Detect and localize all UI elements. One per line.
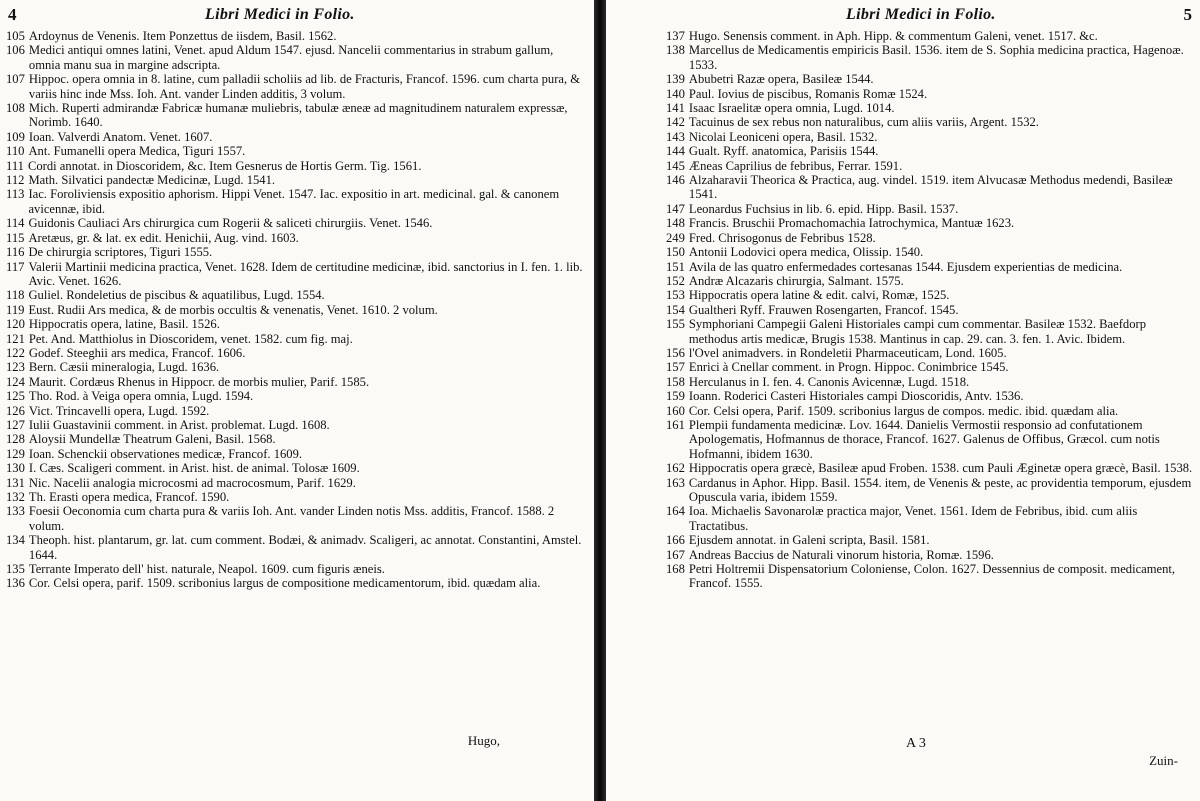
entry-text: Terrante Imperato dell' hist. naturale, Neapol. 1609. cum figuris æneis. (28, 562, 385, 577)
catalog-entry (6, 317, 584, 331)
entry-text: Medici antiqui omnes latini, Venet. apud Aldum 1547. ejusd. Nancelii commentarius in strabum gallum, omnia manu sua in margine adscripta. (28, 43, 554, 72)
catchword: Zuin- (1149, 753, 1178, 768)
entry-text: Hippocratis opera græcè, Basileæ apud Froben. 1538. cum Pauli Æginetæ opera græcè, Basil. 1538. (688, 461, 1193, 476)
entry-text: Tho. Rod. à Veiga opera omnia, Lugd. 1594. (28, 389, 254, 404)
entry-number: 105 (6, 29, 25, 43)
entry-text: Aretæus, gr. & lat. ex edit. Henichii, Aug. vind. 1603. (28, 230, 299, 245)
catalog-entry (6, 245, 584, 259)
catalog-entry (6, 490, 584, 504)
running-title: Libri Medici in Folio. (205, 6, 355, 23)
entry-text: Eust. Rudii Ars medica, & de morbis occultis & venenatis, Venet. 1610. 2 volum. (28, 302, 438, 317)
entry-text: Plempii fundamenta medicinæ. Lov. 1644. Danielis Vermostii responsio ad confutationem Apologematis, Hofmannus de thorace, Francof. 1627. Galenus de Offibus, Græcol. cum notis Hofmanni, ibidem 1630. (688, 417, 1160, 461)
entry-text: Francis. Bruschii Promachomachia Iatrochymica, Mantuæ 1623. (688, 216, 1015, 231)
entry-number: 112 (6, 173, 25, 188)
entry-number: 162 (666, 461, 685, 476)
catalog-entry (666, 245, 1196, 259)
entry-number: 161 (666, 417, 685, 432)
catalog-entry (666, 461, 1196, 475)
catalog-entry (6, 461, 584, 475)
catalog-entry (666, 504, 1196, 533)
entry-number: 158 (666, 374, 685, 389)
entry-text: Hippoc. opera omnia in 8. latine, cum palladii scholiis ad lib. de Fracturis, Francof. 1596. cum charta pura, & variis hinc inde Mss. Ioh. Ant. vander Linden additis, 3 volum. (28, 72, 581, 101)
entry-text: Ioan. Schenckii observationes medicæ, Francof. 1609. (28, 446, 303, 461)
catalog-entry (6, 375, 584, 389)
entry-number: 144 (666, 144, 685, 159)
entry-number: 129 (6, 446, 25, 461)
entry-number: 118 (6, 288, 25, 303)
entry-number: 123 (6, 360, 25, 375)
catalog-entry (6, 360, 584, 374)
right-page-header (606, 5, 1200, 27)
entry-number: 156 (666, 345, 685, 360)
entry-number: 146 (666, 173, 685, 188)
catalog-entry (6, 216, 584, 230)
catalog-entry (6, 173, 584, 187)
entry-number: 121 (6, 331, 25, 346)
entry-number: 127 (6, 417, 25, 432)
catalog-entry (666, 346, 1196, 360)
entry-text: Abubetri Razæ opera, Basileæ 1544. (688, 72, 874, 87)
entry-number: 138 (666, 43, 685, 58)
entry-text: De chirurgia scriptores, Tiguri 1555. (28, 245, 213, 260)
entry-text: Petri Holtremii Dispensatorium Coloniense, Colon. 1627. Dessennius de composit. medicament, Francof. 1555. (688, 562, 1176, 591)
entry-text: Symphoriani Campegii Galeni Historiales campi cum commentar. Basileæ 1532. Baefdorp methodus artis medicæ, Brugis 1538. Mantinus in cap. 29. can. 3. fen. 1. Avic. Ibidem. (688, 317, 1147, 346)
catalog-entry (6, 432, 584, 446)
entry-list (666, 29, 1196, 591)
entry-text: Herculanus in I. fen. 4. Canonis Avicennæ, Lugd. 1518. (688, 374, 970, 389)
catalog-entry (666, 216, 1196, 230)
entry-text: Godef. Steeghii ars medica, Francof. 1606. (28, 345, 246, 360)
entry-number: 128 (6, 432, 25, 447)
catalog-entry (666, 360, 1196, 374)
entry-text: Iulii Guastavinii comment. in Arist. problemat. Lugd. 1608. (28, 417, 330, 432)
entry-number: 108 (6, 101, 25, 116)
entry-text: Marcellus de Medicamentis empiricis Basil. 1536. item de S. Sophia medicina practica, Hagenoæ. 1533. (688, 43, 1184, 72)
entry-list (6, 29, 584, 591)
catalog-entry (666, 303, 1196, 317)
entry-text: Foesii Oeconomia cum charta pura & variis Ioh. Ant. vander Linden notis Mss. additis, Francof. 1588. 2 volum. (28, 504, 555, 533)
entry-text: Ant. Fumanelli opera Medica, Tiguri 1557. (28, 144, 246, 159)
entry-text: Enrici à Cnellar comment. in Progn. Hippoc. Conimbrice 1545. (688, 360, 1009, 375)
catalog-entry (666, 87, 1196, 101)
catalog-entry (666, 130, 1196, 144)
entry-text: Mich. Ruperti admirandæ Fabricæ humanæ muliebris, tabulæ æneæ ad magnitudinem naturalem expressæ, Norimb. 1640. (28, 101, 568, 130)
entry-number: 249 (666, 230, 685, 245)
entry-number: 117 (6, 259, 25, 274)
entry-number: 147 (666, 201, 685, 216)
entry-number: 160 (666, 403, 685, 418)
entry-number: 139 (666, 72, 685, 87)
entry-text: Iac. Foroliviensis expositio aphorism. Hippi Venet. 1547. Iac. expositio in art. medicinal. gal. & canonem avicennæ, ibid. (28, 187, 560, 216)
entry-text: Tacuinus de sex rebus non naturalibus, cum aliis variis, Argent. 1532. (688, 115, 1039, 130)
entry-number: 133 (6, 504, 25, 519)
entry-number: 126 (6, 403, 25, 418)
entry-number: 114 (6, 216, 25, 231)
entry-number: 119 (6, 302, 25, 317)
catalog-entry (666, 43, 1196, 72)
catalog-entry (6, 504, 584, 533)
entry-number: 143 (666, 129, 685, 144)
entry-text: Theoph. hist. plantarum, gr. lat. cum comment. Bodæi, & animadv. Scaligeri, ac annotat. Constantini, Amstel. 1644. (28, 533, 582, 562)
entry-text: Nic. Nacelii analogia microcosmi ad macrocosmum, Parif. 1629. (28, 475, 356, 490)
catalog-entry (666, 159, 1196, 173)
entry-text: Nicolai Leoniceni opera, Basil. 1532. (688, 129, 878, 144)
entry-text: Aloysii Mundellæ Theatrum Galeni, Basil. 1568. (28, 432, 276, 447)
entry-number: 159 (666, 389, 685, 404)
catalog-entry (666, 173, 1196, 202)
entry-number: 157 (666, 360, 685, 375)
entry-number: 145 (666, 158, 685, 173)
entry-text: Cor. Celsi opera, Parif. 1509. scribonius largus de compos. medic. ibid. quædam alia. (688, 403, 1119, 418)
catalog-entry (6, 346, 584, 360)
catalog-entry (6, 476, 584, 490)
catalog-entry (6, 447, 584, 461)
catchword: Hugo, (467, 733, 500, 748)
catalog-entry (6, 576, 584, 590)
catalog-entry (6, 130, 584, 144)
entry-number: 137 (666, 29, 685, 43)
catalog-entry (6, 72, 584, 101)
entry-number: 120 (6, 317, 25, 332)
entry-number: 152 (666, 273, 685, 288)
entry-number: 110 (6, 144, 25, 159)
entry-text: Vict. Trincavelli opera, Lugd. 1592. (28, 403, 210, 418)
entry-number: 130 (6, 461, 25, 476)
catalog-entry (666, 562, 1196, 591)
catalog-entry (6, 404, 584, 418)
entry-text: Fred. Chrisogonus de Febribus 1528. (688, 230, 876, 245)
catalog-entry (6, 144, 584, 158)
catalog-entry (6, 533, 584, 562)
entry-number: 153 (666, 288, 685, 303)
entry-text: Avila de las quatro enfermedades cortesanas 1544. Ejusdem experientias de medicina. (688, 259, 1123, 274)
entry-text: Guliel. Rondeletius de piscibus & aquatilibus, Lugd. 1554. (28, 288, 325, 303)
entry-number: 131 (6, 475, 25, 490)
entry-text: Isaac Israelitæ opera omnia, Lugd. 1014. (688, 101, 895, 116)
page-number: 4 (8, 5, 17, 24)
entry-number: 167 (666, 547, 685, 562)
right-page (606, 0, 1200, 801)
entry-text: Valerii Martinii medicina practica, Venet. 1628. Idem de certitudine medicinæ, ibid. sanctorius in I. fen. 1. lib. Avic. Venet. 1626. (28, 259, 583, 288)
entry-text: Gualtheri Ryff. Frauwen Rosengarten, Francof. 1545. (688, 302, 959, 317)
running-title: Libri Medici in Folio. (846, 6, 996, 23)
catalog-entry (6, 332, 584, 346)
entry-number: 135 (6, 562, 25, 577)
entry-text: Ioann. Roderici Casteri Historiales campi Dioscoridis, Antv. 1536. (688, 389, 1024, 404)
entry-text: Ejusdem annotat. in Galeni scripta, Basil. 1581. (688, 533, 930, 548)
catalog-entry (6, 288, 584, 302)
entry-number: 136 (6, 576, 25, 591)
catalog-entry (666, 72, 1196, 86)
entry-text: Andræ Alcazaris chirurgia, Salmant. 1575. (688, 273, 904, 288)
entry-text: I. Cæs. Scaligeri comment. in Arist. hist. de animal. Tolosæ 1609. (28, 461, 360, 476)
catalog-entry (6, 389, 584, 403)
entry-text: Math. Silvatici pandectæ Medicinæ, Lugd. 1541. (28, 173, 276, 188)
entry-text: Cor. Celsi opera, parif. 1509. scribonius largus de compositione medicamentorum, ibid. quædam alia. (28, 576, 541, 591)
entry-text: Paul. Iovius de piscibus, Romanis Romæ 1524. (688, 86, 928, 101)
signature-mark: A 3 (906, 736, 926, 751)
entry-number: 168 (666, 562, 685, 577)
entry-number: 111 (6, 158, 24, 173)
entry-text: Guidonis Cauliaci Ars chirurgica cum Rogerii & saliceti chirurgiis. Venet. 1546. (28, 216, 433, 231)
entry-number: 107 (6, 72, 25, 87)
catalog-entry (666, 115, 1196, 129)
entry-number: 109 (6, 129, 25, 144)
catalog-entry (666, 288, 1196, 302)
entry-number: 140 (666, 86, 685, 101)
entry-text: Hugo. Senensis comment. in Aph. Hipp. & commentum Galeni, venet. 1517. &c. (688, 29, 1098, 43)
catalog-entry (666, 202, 1196, 216)
catalog-entry (6, 101, 584, 130)
catalog-entry (666, 274, 1196, 288)
book-gutter (594, 0, 606, 801)
entry-text: Alzaharavii Theorica & Practica, aug. vindel. 1519. item Alvucasæ Methodus medendi, Basileæ 1541. (688, 173, 1173, 202)
entry-text: Bern. Cæsii mineralogia, Lugd. 1636. (28, 360, 220, 375)
entry-text: Leonardus Fuchsius in lib. 6. epid. Hipp. Basil. 1537. (688, 201, 959, 216)
entry-number: 106 (6, 43, 25, 58)
entry-text: Gualt. Ryff. anatomica, Parisiis 1544. (688, 144, 879, 159)
entry-number: 116 (6, 245, 25, 260)
entry-text: Ardoynus de Venenis. Item Ponzettus de iisdem, Basil. 1562. (28, 29, 337, 43)
entry-number: 148 (666, 216, 685, 231)
catalog-entry (666, 29, 1196, 43)
entry-number: 125 (6, 389, 25, 404)
entry-number: 150 (666, 245, 685, 260)
catalog-entry (666, 317, 1196, 346)
entry-number: 155 (666, 317, 685, 332)
left-page (0, 0, 594, 801)
catalog-entry (666, 418, 1196, 461)
entry-number: 141 (666, 101, 685, 116)
catalog-entry (6, 303, 584, 317)
entry-number: 154 (666, 302, 685, 317)
entry-number: 151 (666, 259, 685, 274)
entry-number: 124 (6, 374, 25, 389)
entry-text: Cordi annotat. in Dioscoridem, &c. Item Gesnerus de Hortis Germ. Tig. 1561. (27, 158, 422, 173)
entry-number: 166 (666, 533, 685, 548)
entry-number: 115 (6, 230, 25, 245)
catalog-entry (666, 260, 1196, 274)
entry-text: Hippocratis opera, latine, Basil. 1526. (28, 317, 220, 332)
entry-number: 134 (6, 533, 25, 548)
catalog-entry (666, 101, 1196, 115)
entry-text: Ioan. Valverdi Anatom. Venet. 1607. (28, 129, 213, 144)
entry-text: Hippocratis opera latine & edit. calvi, Romæ, 1525. (688, 288, 950, 303)
entry-number: 142 (666, 115, 685, 130)
entry-number: 122 (6, 345, 25, 360)
catalog-entry (666, 231, 1196, 245)
catalog-entry (6, 418, 584, 432)
entry-text: l'Ovel animadvers. in Rondeletii Pharmaceuticam, Lond. 1605. (688, 345, 1007, 360)
catalog-entry (666, 533, 1196, 547)
catalog-entry (666, 548, 1196, 562)
catalog-entry (666, 375, 1196, 389)
entry-text: Andreas Baccius de Naturali vinorum historia, Romæ. 1596. (688, 547, 994, 562)
catalog-entry (6, 29, 584, 43)
catalog-entry (666, 404, 1196, 418)
catalog-entry (6, 231, 584, 245)
entry-text: Cardanus in Aphor. Hipp. Basil. 1554. item, de Venenis & peste, ac providentia temporum, ejusdem Opuscula varia, ibidem 1559. (688, 475, 1192, 504)
catalog-entry (666, 389, 1196, 403)
catalog-entry (6, 260, 584, 289)
catalog-entry (6, 187, 584, 216)
catalog-entry (666, 476, 1196, 505)
entry-number: 113 (6, 187, 25, 202)
left-page-header (0, 5, 594, 27)
entry-number: 132 (6, 490, 25, 504)
entry-text: Pet. And. Matthiolus in Dioscoridem, venet. 1582. cum fig. maj. (28, 331, 353, 346)
entry-text: Th. Erasti opera medica, Francof. 1590. (28, 490, 230, 504)
entry-number: 164 (666, 504, 685, 519)
catalog-entry (6, 43, 584, 72)
catalog-entry (6, 562, 584, 576)
page-number: 5 (1183, 5, 1192, 24)
catalog-entry (666, 144, 1196, 158)
entry-text: Antonii Lodovici opera medica, Olissip. 1540. (688, 245, 924, 260)
entry-text: Ioa. Michaelis Savonarolæ practica major, Venet. 1561. Idem de Febribus, ibid. cum aliis Tractatibus. (688, 504, 1138, 533)
entry-number: 163 (666, 475, 685, 490)
catalog-entry (6, 159, 584, 173)
entry-text: Maurit. Cordæus Rhenus in Hippocr. de morbis mulier, Parif. 1585. (28, 374, 370, 389)
entry-text: Æneas Caprilius de febribus, Ferrar. 1591. (688, 158, 903, 173)
